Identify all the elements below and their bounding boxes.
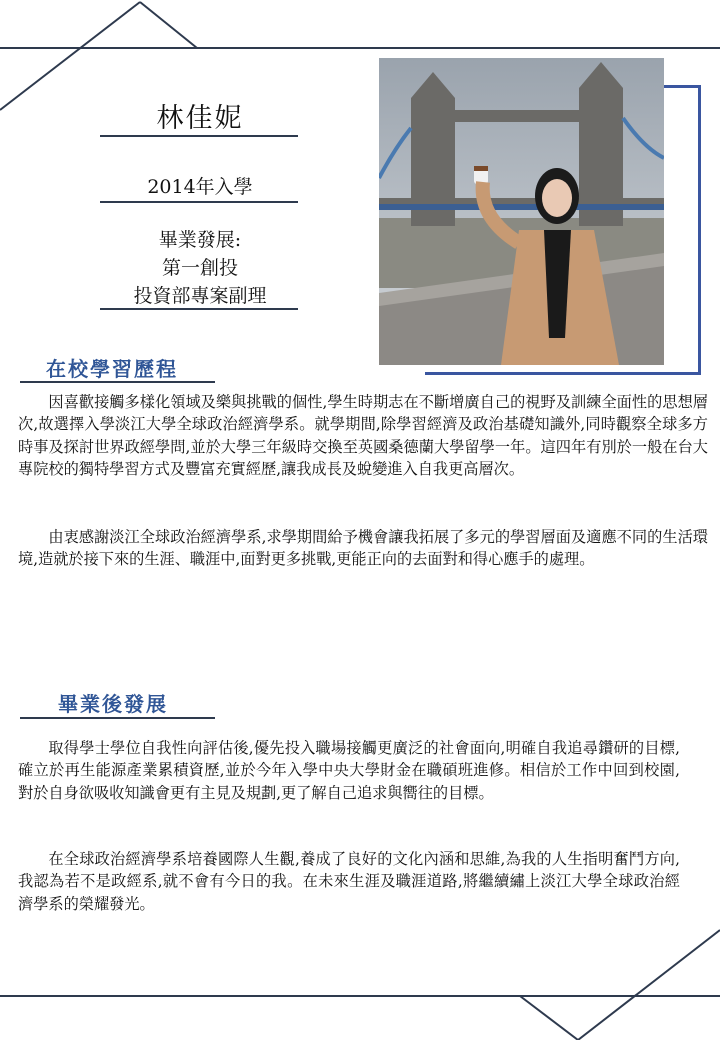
study-paragraph-1: 因喜歡接觸多樣化領域及樂與挑戰的個性,學生時期志在不斷增廣自己的視野及訓練全面性的思想層次,故選擇入學淡江大學全球政治經濟學系。就學期間,除學習經濟及政治基礎知識外,同時觀察全球多方時事及探討世界政經學問,並於大學三年級時交換至英國桑德蘭大學留學一年。這四年有別於一般在台大專院校的獨特學習方式及豐富充實經歷,讓我成長及蛻變進入自我更高層次。 bbox=[18, 393, 708, 479]
career-company: 第一創投 bbox=[161, 257, 238, 279]
section-title-after: 畢業後發展 bbox=[58, 692, 168, 716]
career-label: 畢業發展: bbox=[158, 229, 242, 251]
profile-photo bbox=[379, 58, 664, 365]
career-underline bbox=[100, 308, 298, 310]
entry-year: 2014年入學 bbox=[147, 176, 253, 198]
after-paragraph-2: 在全球政治經濟學系培養國際人生觀,養成了良好的文化內涵和思維,為我的人生指明奮鬥方向,我認為若不是政經系,就不會有今日的我。在未來生涯及職涯道路,將繼續繡上淡江大學全球政治經濟學系的榮耀發光。 bbox=[18, 850, 680, 913]
study-paragraph-2: 由衷感謝淡江全球政治經濟學系,求學期間給予機會讓我拓展了多元的學習層面及適應不同的生活環境,造就於接下來的生涯、職涯中,面對更多挑戰,更能正向的去面對和得心應手的處理。 bbox=[18, 528, 708, 569]
career-position: 投資部專案副理 bbox=[133, 285, 267, 307]
profile-name: 林佳妮 bbox=[156, 103, 244, 134]
section-study-underline bbox=[20, 381, 215, 383]
section-title-study: 在校學習歷程 bbox=[46, 357, 178, 381]
after-paragraph-1: 取得學士學位自我性向評估後,優先投入職場接觸更廣泛的社會面向,明確自我追尋鑽研的目標,確立於再生能源產業累積資歷,並於今年入學中央大學財金在職碩班進修。相信於工作中回到校園,對於自身欲吸收知識會更有主見及規劃,更了解自己追求與嚮往的目標。 bbox=[18, 739, 680, 802]
section-after-underline bbox=[20, 717, 215, 719]
career-block bbox=[100, 226, 300, 310]
name-underline bbox=[100, 135, 298, 137]
entry-underline bbox=[100, 201, 298, 203]
